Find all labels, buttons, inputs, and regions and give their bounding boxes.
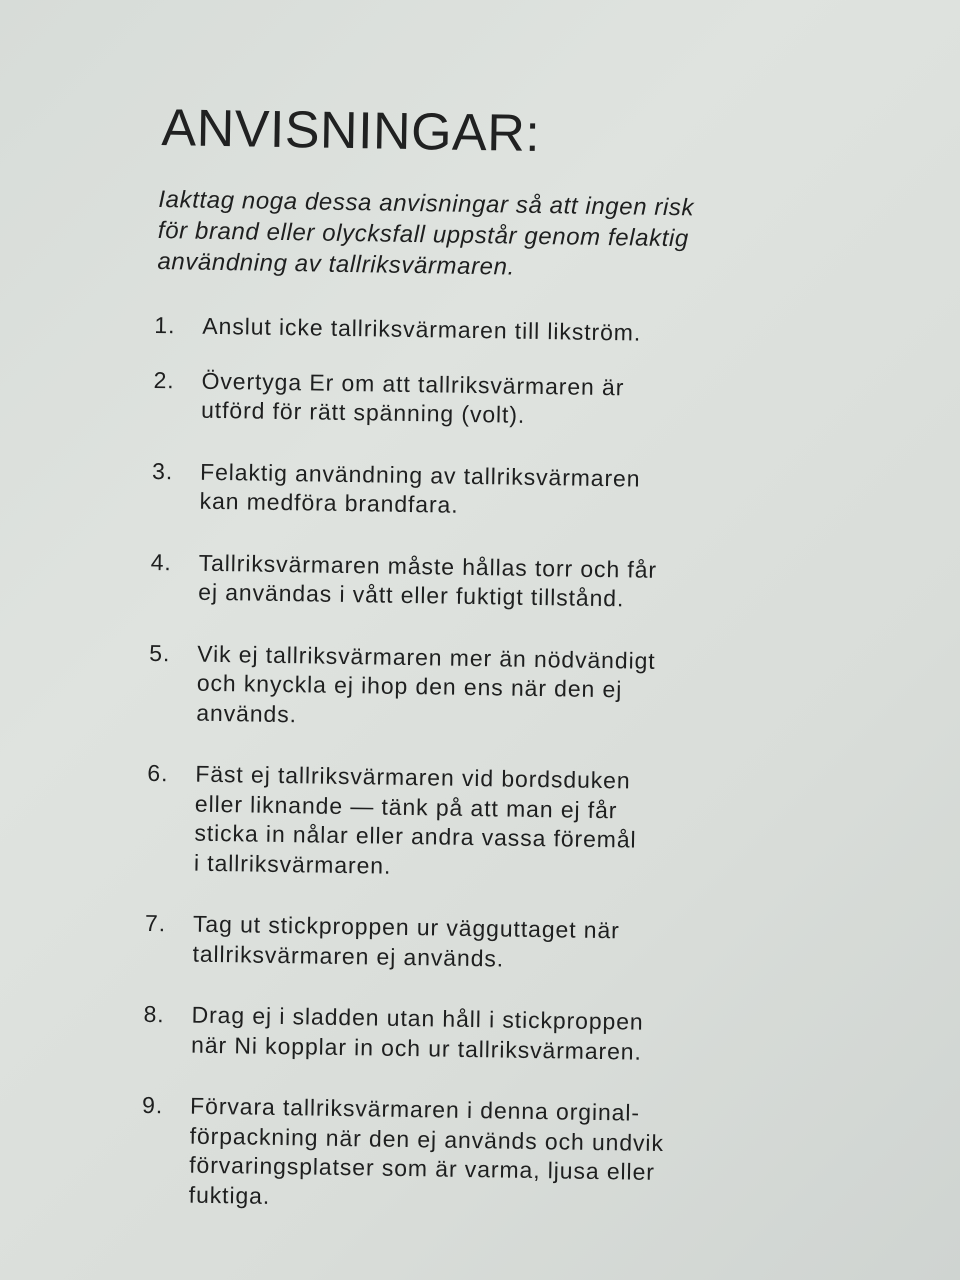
item-line: Felaktig användning av tallriksvärmaren	[199, 458, 641, 492]
intro-paragraph	[157, 184, 768, 287]
item-number: 8.	[143, 1000, 165, 1028]
intro-line: Iakttag noga dessa anvisningar så att ingen risk	[158, 186, 695, 222]
item-text	[201, 366, 625, 432]
item-line: utförd för rätt spänning (volt).	[200, 396, 526, 428]
item-line: förvaringsplatser som är varma, ljusa eller	[189, 1151, 656, 1185]
list-item	[153, 365, 794, 434]
intro-line: för brand eller olycksfall uppstår genom felaktig	[157, 217, 690, 253]
instructions-content	[141, 98, 798, 1219]
item-text	[192, 910, 620, 976]
item-number: 7.	[144, 909, 167, 937]
item-line: sticka in nålar eller andra vassa föremål	[194, 819, 637, 853]
item-text	[199, 457, 640, 523]
item-line: förpackning när den ej används och undvik	[189, 1122, 665, 1156]
item-line: Anslut icke tallriksvärmaren till likström.	[202, 312, 642, 346]
item-line: Tallriksvärmaren måste hållas torr och får	[198, 549, 658, 583]
item-line: Vik ej tallriksvärmaren mer än nödvändigt	[197, 640, 656, 674]
item-line: Övertyga Er om att tallriksvärmaren är	[201, 367, 625, 400]
item-line: i tallriksvärmaren.	[193, 849, 392, 879]
item-text	[196, 639, 656, 735]
item-text	[198, 548, 657, 614]
item-line: när Ni kopplar in och ur tallriksvärmaren.	[190, 1031, 642, 1065]
item-text	[194, 760, 638, 885]
list-item	[144, 909, 785, 978]
item-text	[189, 1092, 665, 1217]
item-text	[202, 312, 641, 348]
item-text	[191, 1001, 644, 1067]
list-item	[151, 456, 792, 525]
item-number: 1.	[154, 311, 176, 339]
list-item	[154, 311, 794, 351]
page-title: ANVISNINGAR:	[161, 99, 541, 164]
item-number: 4.	[150, 548, 172, 575]
item-line: tallriksvärmaren ej används.	[192, 940, 505, 972]
item-line: Drag ej i sladden utan håll i stickproppen	[191, 1001, 644, 1035]
item-line: används.	[196, 699, 298, 727]
item-line: Fäst ej tallriksvärmaren vid bordsduken	[195, 760, 631, 794]
item-line: Tag ut stickproppen ur vägguttaget när	[192, 910, 620, 944]
item-number: 6.	[147, 759, 169, 787]
item-line: fuktiga.	[188, 1181, 271, 1209]
item-line: och knyckla ej ihop den ens när den ej	[196, 669, 623, 703]
item-number: 3.	[151, 457, 174, 484]
intro-line: användning av tallriksvärmaren.	[157, 248, 516, 281]
list-item	[150, 547, 791, 616]
item-line: ej användas i vått eller fuktigt tillstånd.	[198, 578, 625, 612]
item-number: 2.	[153, 366, 175, 393]
item-number: 9.	[141, 1091, 164, 1119]
list-item	[141, 1091, 783, 1219]
item-number: 5.	[149, 639, 171, 666]
item-line: Förvara tallriksvärmaren i denna orginal-	[189, 1092, 641, 1126]
list-item	[148, 638, 789, 737]
item-line: eller liknande — tänk på att man ej får	[194, 790, 618, 823]
list-item	[143, 1000, 784, 1069]
list-item	[146, 759, 788, 887]
item-line: kan medföra brandfara.	[199, 487, 459, 518]
instruction-list	[141, 311, 795, 1219]
